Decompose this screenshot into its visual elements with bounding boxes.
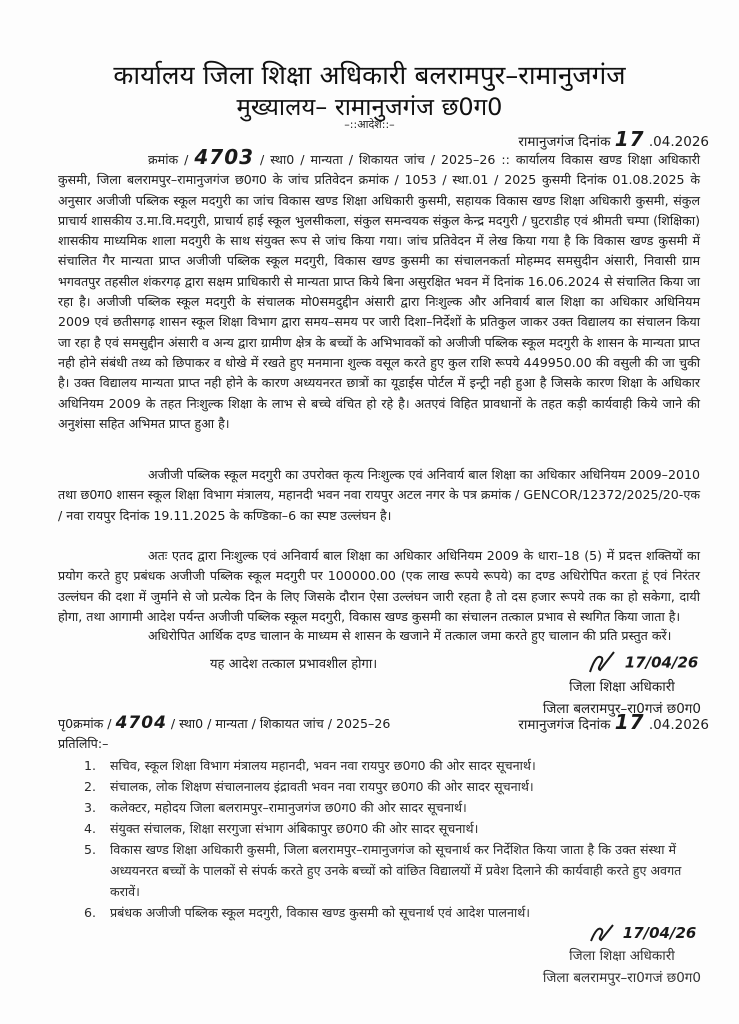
signature-scribble-icon xyxy=(586,650,620,676)
copy-ref-suffix: / स्था0 / मान्यता / शिकायत जांच / 2025–26 xyxy=(170,716,391,731)
copy-dateline xyxy=(518,710,709,734)
list-item-text: संचालक, लोक शिक्षण संचालनालय इंद्रावती भवन नवा रायपुर छ0ग0 की ओर सादर सूचनार्थ। xyxy=(110,779,534,794)
copy-date-month-year: .04.2026 xyxy=(648,717,709,733)
copy-date-day-handwritten: 17 xyxy=(614,710,645,734)
order-ref-suffix: / स्था0 / मान्यता / शिकायत जांच / 2025–26 :: xyxy=(260,152,516,167)
signature-1-district: जिला बलरामपुर–रा0गजं छ0ग0 xyxy=(542,701,701,717)
list-item xyxy=(84,797,710,818)
headquarters-heading: मुख्यालय– रामानुजगंज छ0ग0 xyxy=(236,93,503,121)
office-heading: कार्यालय जिला शिक्षा अधिकारी बलरामपुर–रामानुजगंज xyxy=(113,61,626,91)
copy-recipients-list xyxy=(84,755,710,923)
order-paragraph-2: अजीजी पब्लिक स्कूल मदगुरी का उपरोक्त कृत्य निःशुल्क एवं अनिवार्य बाल शिक्षा का अधिकार अधिनियम 2009–2010 तथा छ0ग0 शासन स्कूल शिक्षा विभाग मंत्रालय, महानदी भवन नवा रायपुर अटल नगर के पत्र क्रमांक / GENCOR/12372/2025/20-एक / नवा रायपुर दिनांक 19.11.2025 के कण्डिका–6 का स्पष्ट उल्लंघन है। xyxy=(58,467,700,523)
list-item xyxy=(84,755,710,776)
order-ref-number-handwritten: 4703 xyxy=(194,145,255,169)
order-label: –::आदेश::– xyxy=(344,118,395,131)
signature-2-date: 17/04/26 xyxy=(622,924,697,942)
list-item xyxy=(84,839,710,902)
list-item-number: 4. xyxy=(84,821,97,836)
list-item-number: 5. xyxy=(84,842,97,857)
copy-date-prefix: रामानुजगंज दिनांक xyxy=(518,717,611,733)
list-item-number: 3. xyxy=(84,800,97,815)
copy-ref-number-handwritten: 4704 xyxy=(115,713,167,733)
list-item xyxy=(84,776,710,797)
copy-ref-prefix: पृ0क्रमांक / xyxy=(58,716,112,731)
copy-reference xyxy=(58,713,390,733)
list-item xyxy=(84,902,710,923)
list-item-number: 1. xyxy=(84,758,97,773)
list-item-text: सचिव, स्कूल शिक्षा विभाग मंत्रालय महानदी, भवन नवा रायपुर छ0ग0 की ओर सादर सूचनार्थ। xyxy=(110,758,536,773)
signature-2-district: जिला बलरामपुर–रा0गजं छ0ग0 xyxy=(542,969,701,986)
signature-scribble-icon xyxy=(588,923,618,945)
handwritten-signature-1 xyxy=(563,650,721,676)
order-paragraph-4: अधिरोपित आर्थिक दण्ड चालान के माध्यम से शासन के खजाने में तत्काल जमा करते हुए चालान की प्रति प्रस्तुत करें। xyxy=(148,628,672,643)
list-item-text: कलेक्टर, महोदय जिला बलरामपुर–रामानुजगंज छ0ग0 की ओर सादर सूचनार्थ। xyxy=(110,800,467,815)
order-ref-prefix: क्रमांक / xyxy=(148,152,189,167)
dateline-place-prefix: रामानुजगंज दिनांक xyxy=(518,134,611,150)
list-item-text: संयुक्त संचालक, शिक्षा सरगुजा संभाग अंबिकापुर छ0ग0 की ओर सादर सूचनार्थ। xyxy=(110,821,479,836)
dateline-day-handwritten: 17 xyxy=(614,127,645,151)
list-item-text: प्रबंधक अजीजी पब्लिक स्कूल मदगुरी, विकास खण्ड कुसमी को सूचनार्थ एवं आदेश पालनार्थ। xyxy=(110,905,531,920)
signature-block-2 xyxy=(542,924,701,989)
handwritten-signature-2 xyxy=(563,922,721,945)
list-item-number: 6. xyxy=(84,905,97,920)
order-paragraph-1 xyxy=(58,147,700,434)
signature-1-date: 17/04/26 xyxy=(624,653,699,672)
list-item-text: विकास खण्ड शिक्षा अधिकारी कुसमी, जिला बलरामपुर–रामानुजगंज को सूचनार्थ कर निर्देशित किया जाता है कि उक्त संस्था में अध्ययनरत बच्चों के पालकों से संपर्क करते हुए उनके बच्चों को वांछित विद्यालयों में प्रवेश दिलाने की कार्यवाही करते हुए अवगत करावें। xyxy=(110,842,682,899)
list-item-number: 2. xyxy=(84,779,97,794)
order-paragraph-3: अतः एतद द्वारा निःशुल्क एवं अनिवार्य बाल शिक्षा का अधिकार अधिनियम 2009 के धारा–18 (5) में प्रदत्त शक्तियों का प्रयोग करते हुए प्रबंधक अजीजी पब्लिक स्कूल मदगुरी पर 100000.00 (एक लाख रूपये रूपये) का दण्ड अधिरोपित करता हूं एवं निरंतर उल्लंघन की दशा में जुर्माने से जो प्रत्येक दिन के लिए जिसके दौरान ऐसा उल्लंघन जारी रहता है तो दस हजार रूपये तक का हो सकेगा, दायी होगा, तथा आगामी आदेश पर्यन्त अजीजी पब्लिक स्कूल मदगुरी, विकास खण्ड कुसमी का संचालन तत्काल प्रभाव से स्थगित किया जाता है। xyxy=(58,548,700,624)
dateline-month-year: .04.2026 xyxy=(648,134,709,150)
signature-2-title: जिला शिक्षा अधिकारी xyxy=(569,947,675,964)
list-item xyxy=(84,818,710,839)
order-paragraph-1-text: कार्यालय विकास खण्ड शिक्षा अधिकारी कुसमी, जिला बलरामपुर–रामानुजगंज छ0ग0 के जांच प्रतिवेदन क्रमांक / 1053 / स्था.01 / 2025 कुसमी दिनांक 01.08.2025 के अनुसार अजीजी पब्लिक स्कूल मदगुरी का जांच विकास खण्ड शिक्षा अधिकारी कुसमी, सहायक विकास खण्ड शिक्षा अधिकारी कुसमी, संकुल प्राचार्य शासकीय उ.मा.वि.मदगुरी, प्राचार्य हाई स्कूल भुलसीकला, संकुल समन्वयक संकुल केन्द्र मदगुरी / घुटराडीह एवं श्रीमती चम्पा (शिक्षिका) शासकीय माध्यमिक शाला मदगुरी के साथ संयुक्त रूप से जांच किया गया। जांच प्रतिवेदन में लेख किया गया है कि विकास खण्ड कुसमी में संचालित गैर मान्यता प्राप्त अजीजी पब्लिक स्कूल मदगुरी, विकास खण्ड कुसमी का संचालनकर्ता मोहम्मद समसुदीन अंसारी, निवासी ग्राम भगवतपुर तहसील शंकरगढ़ द्वारा सक्षम प्राधिकारी से मान्यता प्राप्त किये बिना असुरक्षित भवन में दिनांक 16.06.2024 से संचालित किया जा रहा है। अजीजी पब्लिक स्कूल मदगुरी के संचालक मो0समदुद्दीन अंसारी द्वारा निःशुल्क और अनिवार्य बाल शिक्षा का अधिकार अधिनियम 2009 एवं छतीसगढ़ शासन स्कूल शिक्षा विभाग द्वारा समय–समय पर जारी दिशा–निर्देशों के प्रतिकुल जाकर उक्त विद्यालय का संचालन किया जा रहा है एवं समसुद्दीन अंसारी व अन्य द्वारा ग्रामीण क्षेत्र के बच्चों के अभिभावकों को अजीजी पब्लिक स्कूल मदगुरी के शासन के मान्यता प्राप्त नही होने संबंधी तथ्य को छिपाकर व धोखे में रखते हुए मनमाना शुल्क वसूल करते हुए कुल राशि रूपये 449950.00 की वसुली की जा चुकी है। उक्त विद्यालय मान्यता प्राप्त नही होने के कारण अध्ययनरत छात्रों का यूडाईस पोर्टल में इन्ट्री नही हुआ है जिसके कारण शिक्षा के अधिकार अधिनियम 2009 के तहत निःशुल्क शिक्षा के लाभ से बच्चे वंचित हो रहे है। अतएवं विहित प्रावधानों के तहत कड़ी कार्यवाही किये जाने की अनुशंसा सहित अभिमत प्राप्त हुआ है। xyxy=(58,152,700,431)
copy-to-label: प्रतिलिपि:– xyxy=(58,736,109,751)
signature-1-title: जिला शिक्षा अधिकारी xyxy=(569,679,675,695)
order-effect-line: यह आदेश तत्काल प्रभावशील होगा। xyxy=(210,657,378,672)
